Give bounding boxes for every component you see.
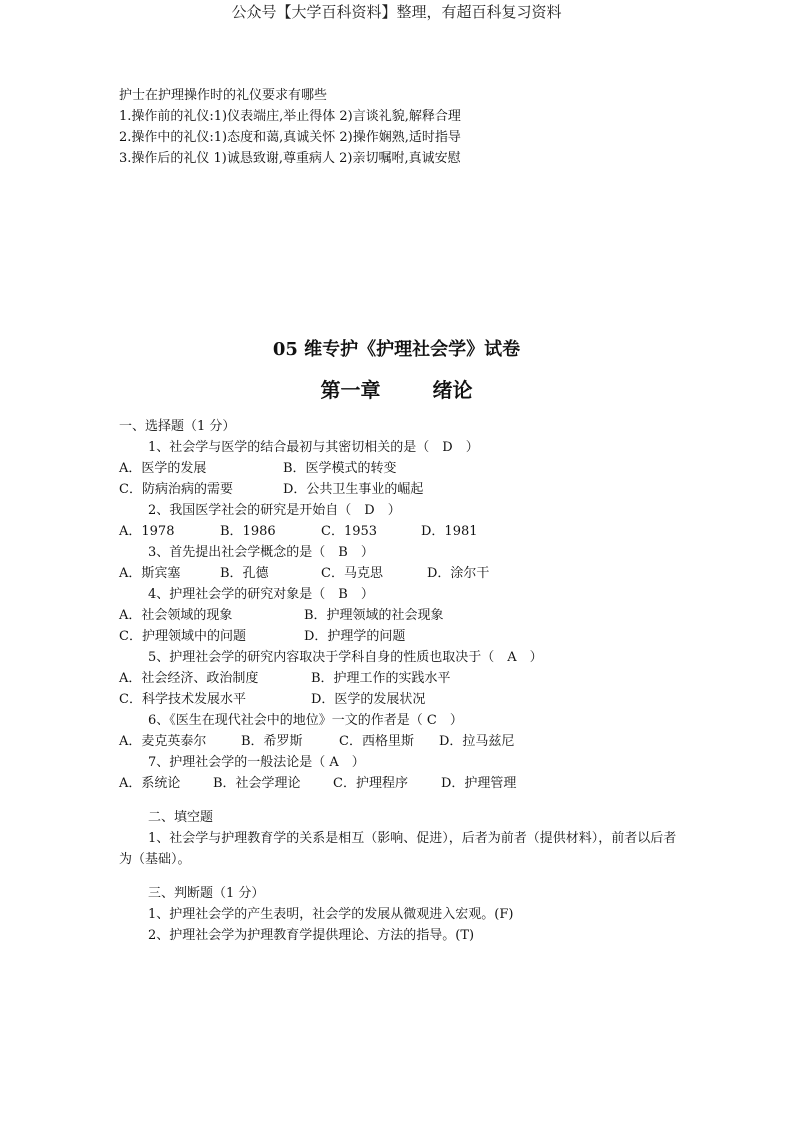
option-a: A．麦克英泰尔 bbox=[119, 734, 207, 749]
options-row bbox=[119, 563, 679, 584]
option-b: B．社会学理论 bbox=[213, 776, 301, 791]
options-row bbox=[119, 458, 679, 479]
exam-title: 05 维专护《护理社会学》试卷 bbox=[272, 339, 521, 360]
option-b: B．护理领域的社会现象 bbox=[304, 608, 444, 623]
section-heading: 二、填空题 bbox=[148, 810, 214, 825]
option-c: C．马克思 bbox=[321, 566, 383, 581]
option-b: B．1986 bbox=[220, 524, 276, 539]
page-header: 公众号【大学百科资料】整理，有超百科复习资料 bbox=[231, 3, 562, 21]
question-2: 2、我国医学社会的研究是开始自（ D ） bbox=[148, 503, 401, 518]
option-a: A．社会领域的现象 bbox=[119, 608, 233, 623]
intro-answer: 1.操作前的礼仪:1)仪表端庄,举止得体 2)言谈礼貌,解释合理 bbox=[119, 109, 461, 124]
section-heading: 一、选择题（1 分） bbox=[119, 419, 236, 434]
options-row bbox=[119, 626, 679, 647]
option-d: D．涂尔干 bbox=[427, 566, 490, 581]
judgment-item: 2、护理社会学为护理教育学提供理论、方法的指导。(T) bbox=[148, 928, 475, 943]
intro-answer: 3.操作后的礼仪 1)诚恳致谢,尊重病人 2)亲切嘱咐,真诚安慰 bbox=[119, 151, 461, 166]
option-c: C．科学技术发展水平 bbox=[119, 692, 246, 707]
option-d: D．医学的发展状况 bbox=[311, 692, 426, 707]
intro-question: 护士在护理操作时的礼仪要求有哪些 bbox=[119, 88, 328, 103]
option-d: D．护理管理 bbox=[441, 776, 517, 791]
question-3: 3、首先提出社会学概念的是（ B ） bbox=[148, 545, 374, 560]
question-4: 4、护理社会学的研究对象是（ B ） bbox=[148, 587, 374, 602]
option-c: C．护理程序 bbox=[333, 776, 408, 791]
fill-in-item: 1、社会学与护理教育学的关系是相互（影响、促进），后者为前者（提供材料），前者以后者为（基础）。 bbox=[119, 831, 677, 867]
option-c: C．护理领域中的问题 bbox=[119, 629, 246, 644]
question-6: 6、《医生在现代社会中的地位》一文的作者是（ C ） bbox=[148, 713, 463, 728]
options-row bbox=[119, 773, 679, 794]
option-d: D．公共卫生事业的崛起 bbox=[283, 482, 424, 497]
question-5: 5、护理社会学的研究内容取决于学科自身的性质也取决于（ A ） bbox=[148, 650, 543, 665]
question-7: 7、护理社会学的一般法论是（ A ） bbox=[148, 755, 365, 770]
question-1: 1、社会学与医学的结合最初与其密切相关的是（ D ） bbox=[148, 440, 479, 455]
option-a: A．系统论 bbox=[119, 776, 181, 791]
options-row bbox=[119, 668, 679, 689]
option-a: A．斯宾塞 bbox=[119, 566, 181, 581]
option-d: D．1981 bbox=[421, 524, 478, 539]
exam-body bbox=[119, 416, 679, 946]
option-c: C．防病治病的需要 bbox=[119, 482, 233, 497]
option-b: B．医学模式的转变 bbox=[283, 461, 397, 476]
options-row bbox=[119, 479, 679, 500]
judgment-item: 1、护理社会学的产生表明，社会学的发展从微观进入宏观。(F) bbox=[148, 907, 514, 922]
option-b: B．护理工作的实践水平 bbox=[311, 671, 451, 686]
option-d: D．拉马兹尼 bbox=[439, 734, 515, 749]
intro-answer: 2.操作中的礼仪:1)态度和蔼,真诚关怀 2)操作娴熟,适时指导 bbox=[119, 130, 461, 145]
option-a: A．社会经济、政治制度 bbox=[119, 671, 259, 686]
option-a: A．医学的发展 bbox=[119, 461, 207, 476]
option-c: C．1953 bbox=[321, 524, 378, 539]
option-d: D．护理学的问题 bbox=[304, 629, 406, 644]
options-row bbox=[119, 689, 679, 710]
option-a: A．1978 bbox=[119, 524, 175, 539]
options-row bbox=[119, 731, 679, 752]
chapter-name: 绪论 bbox=[432, 378, 473, 402]
option-b: B．希罗斯 bbox=[241, 734, 303, 749]
options-row bbox=[119, 521, 679, 542]
section-heading: 三、判断题（1 分） bbox=[148, 886, 265, 901]
option-c: C．西格里斯 bbox=[339, 734, 414, 749]
option-b: B．孔德 bbox=[220, 566, 269, 581]
intro-block bbox=[119, 85, 461, 169]
options-row bbox=[119, 605, 679, 626]
chapter-title bbox=[0, 376, 793, 404]
chapter-number: 第一章 bbox=[320, 378, 381, 402]
